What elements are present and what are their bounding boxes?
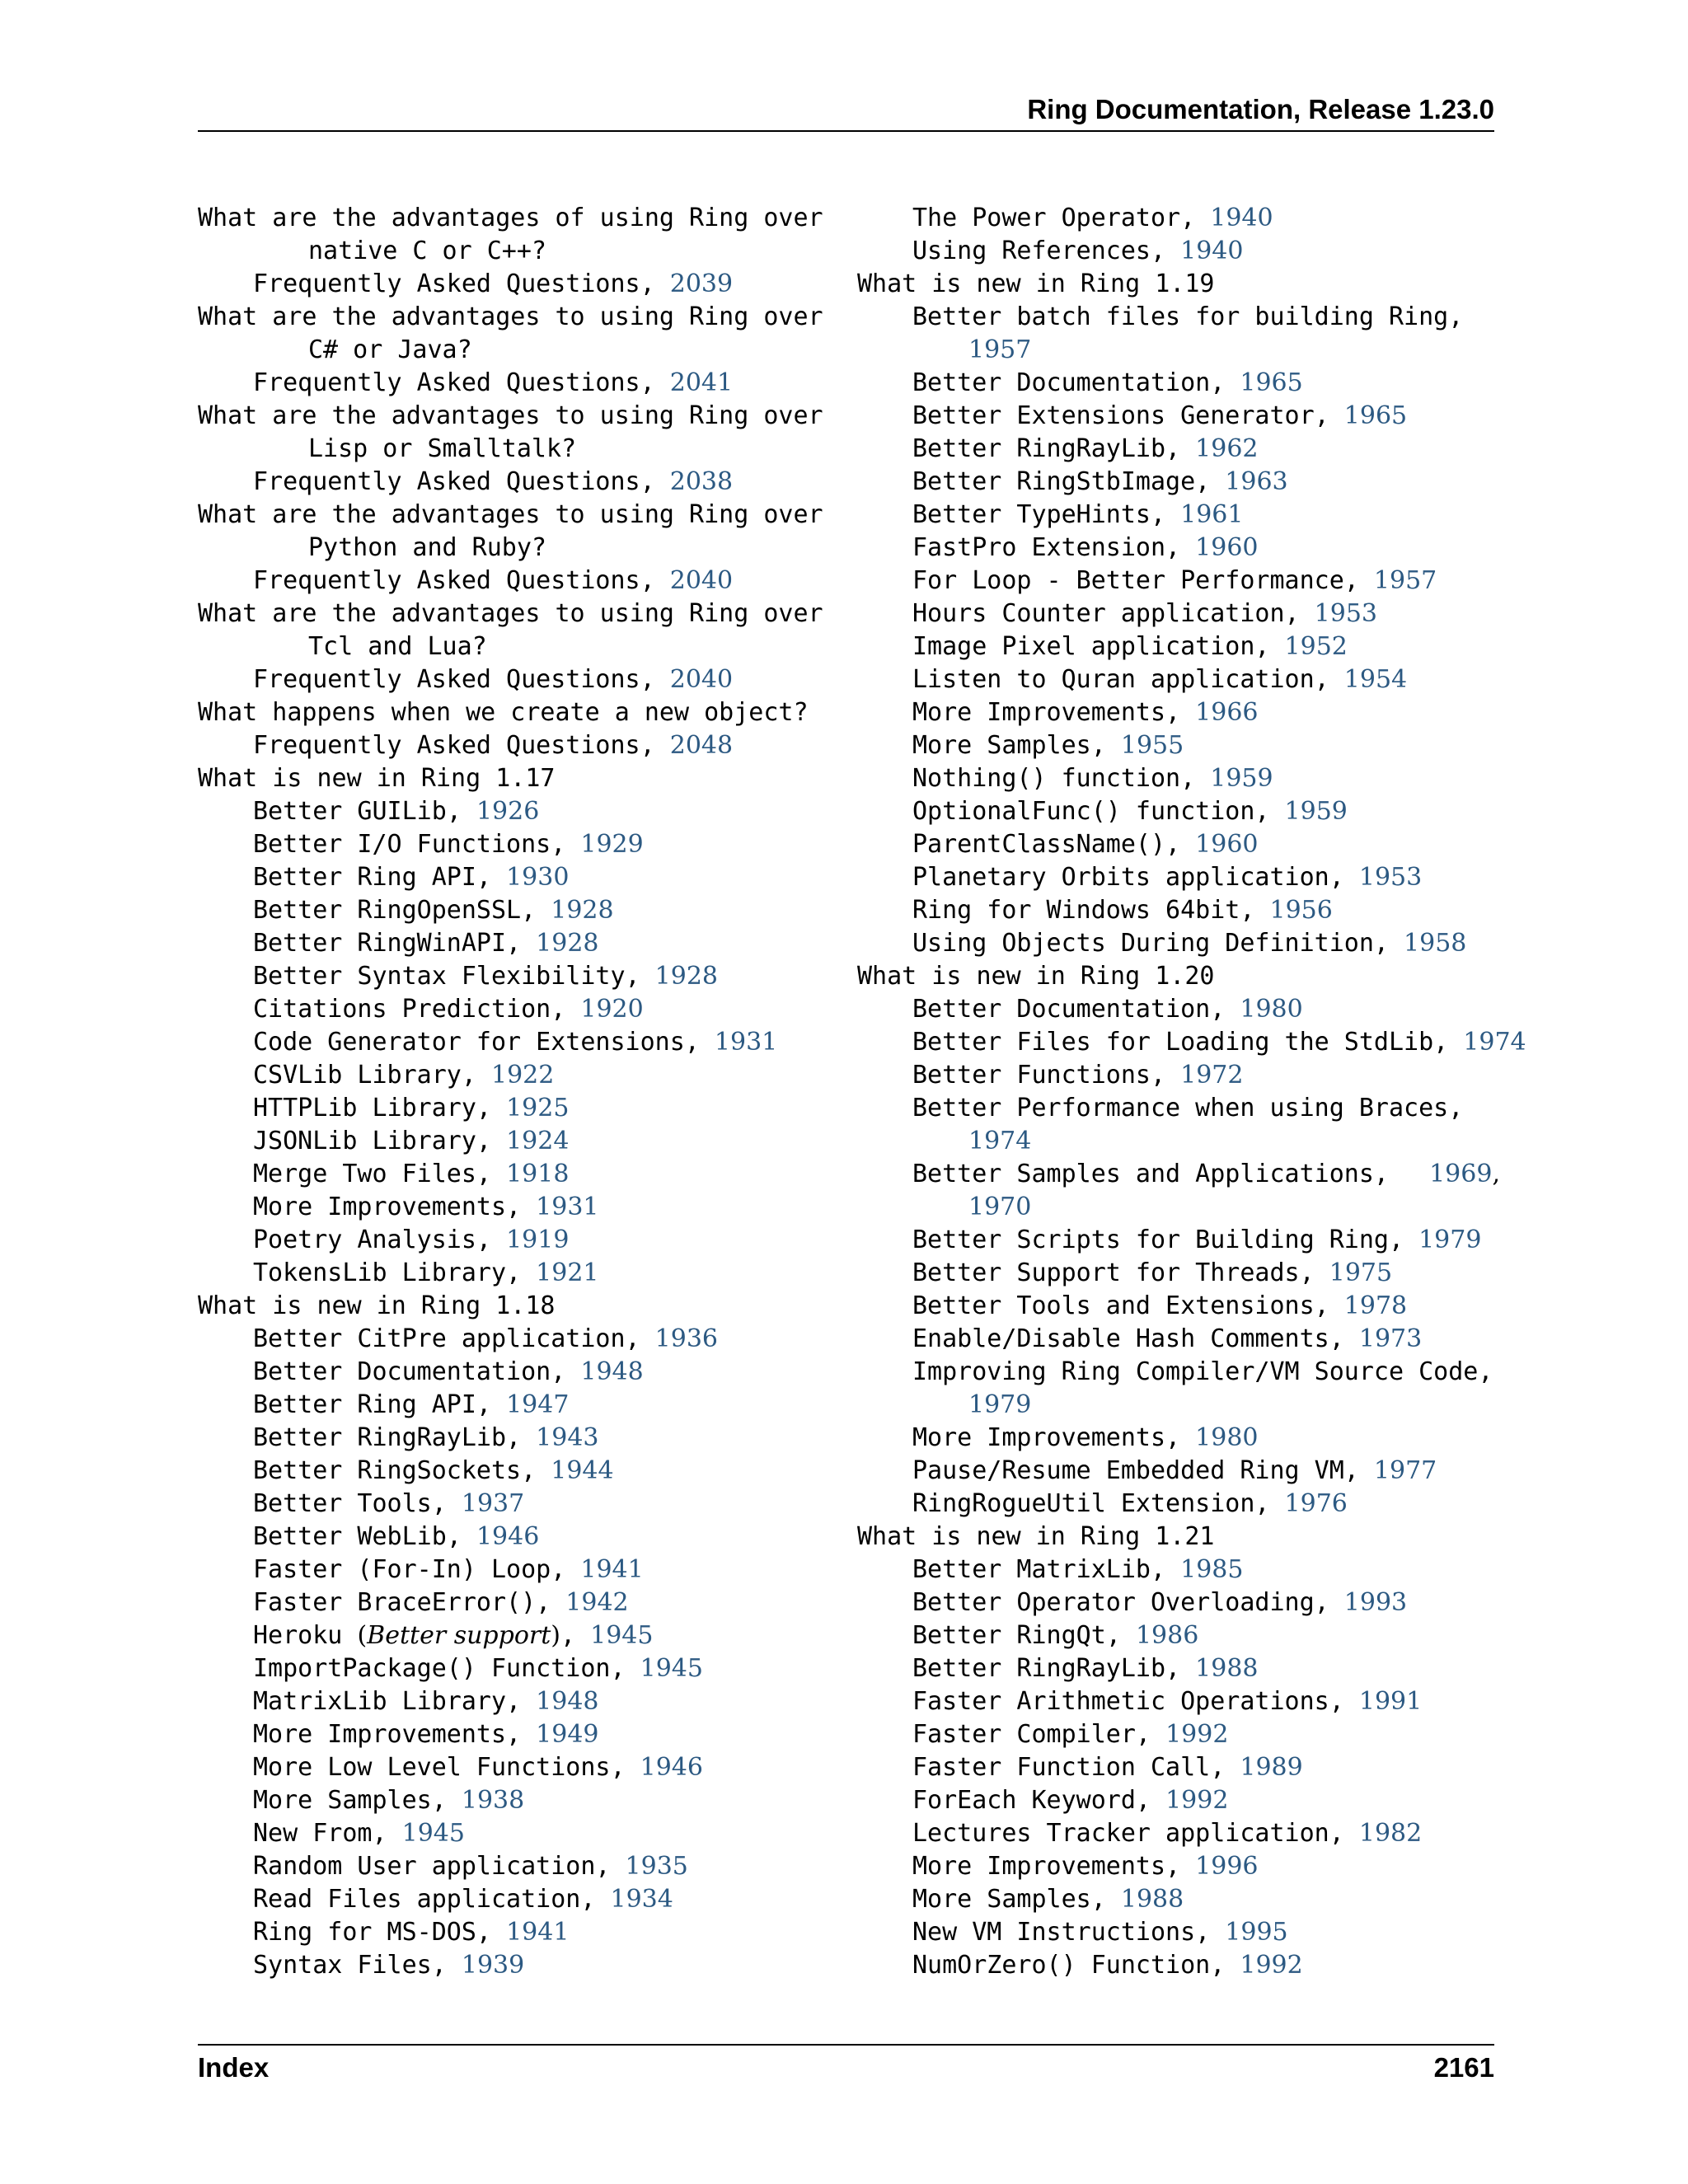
page-link[interactable]: 1928 xyxy=(536,929,599,958)
index-subentry: More Samples, 1938 xyxy=(253,1786,525,1815)
index-subentry: Better RingRayLib, 1943 xyxy=(253,1423,599,1452)
index-subentry-group xyxy=(857,1554,1500,1982)
index-entry: What are the advantages to using Ring over Python and Ruby? xyxy=(198,500,823,562)
index-subentry-group xyxy=(857,1422,1500,1521)
page-link[interactable]: 1942 xyxy=(565,1588,629,1617)
index-subentry: Better Syntax Flexibility, 1928 xyxy=(253,962,719,991)
page-link[interactable]: 1941 xyxy=(506,1918,570,1947)
page-link[interactable]: 1992 xyxy=(1165,1720,1229,1749)
page-link[interactable]: 1953 xyxy=(1314,599,1378,628)
index-subentry-group xyxy=(857,1224,1500,1356)
page-link[interactable]: 1931 xyxy=(714,1028,778,1057)
index-subentry: Poetry Analysis, 1919 xyxy=(253,1226,570,1254)
page-link[interactable]: 1922 xyxy=(491,1061,555,1090)
index-subentry: Ring for MS-DOS, 1941 xyxy=(253,1918,570,1947)
page-link[interactable]: 1947 xyxy=(506,1390,570,1419)
page-link[interactable]: 1974 xyxy=(968,1127,1032,1155)
index-subentry: RingRogueUtil Extension, 1976 xyxy=(912,1489,1348,1518)
index-column-right xyxy=(857,202,1526,1982)
index-subentry: Better Ring API, 1930 xyxy=(253,863,570,892)
page-link[interactable]: 1943 xyxy=(536,1423,599,1452)
index-subentry: Frequently Asked Questions, 2041 xyxy=(253,368,734,397)
page-link[interactable]: 1945 xyxy=(640,1654,703,1683)
index-subentry: More Improvements, 1949 xyxy=(253,1720,599,1749)
index-entry: What happens when we create a new object? xyxy=(198,698,809,727)
page-link[interactable]: 1948 xyxy=(536,1687,599,1716)
index-subentry: ParentClassName(), 1960 xyxy=(912,830,1259,859)
index-subentry: Better Operator Overloading, 1993 xyxy=(912,1588,1408,1617)
index-subentry: More Samples, 1955 xyxy=(912,731,1184,760)
index-subentry: Merge Two Files, 1918 xyxy=(253,1160,570,1188)
page-link[interactable]: 1957 xyxy=(968,335,1032,364)
page-link[interactable]: 2041 xyxy=(669,368,734,397)
index-subentry: Better Functions, 1972 xyxy=(912,1061,1244,1090)
index-entry: What is new in Ring 1.19 xyxy=(857,269,1215,298)
index-subentry: Better MatrixLib, 1985 xyxy=(912,1555,1244,1584)
index-subentry: New From, 1945 xyxy=(253,1819,465,1848)
index-subentry: Better Performance when using Braces, 1974 xyxy=(912,1094,1464,1155)
page-link[interactable]: 1955 xyxy=(1120,731,1184,760)
page-link[interactable]: 1920 xyxy=(580,995,644,1024)
index-subentry: Better RingOpenSSL, 1928 xyxy=(253,896,614,925)
page-link[interactable]: 1926 xyxy=(476,797,540,826)
index-subentry: Better Scripts for Building Ring, 1979 xyxy=(912,1226,1482,1254)
index-subentry: CSVLib Library, 1922 xyxy=(253,1061,555,1090)
page-link[interactable]: 1944 xyxy=(551,1456,614,1485)
page-link[interactable]: 1935 xyxy=(625,1852,688,1881)
page-link[interactable]: 2040 xyxy=(669,665,734,694)
page-link[interactable]: 1965 xyxy=(1343,401,1408,430)
index-entry: What is new in Ring 1.20 xyxy=(857,962,1215,991)
index-subentry-group xyxy=(198,1652,824,1982)
index-subentry: Nothing() function, 1959 xyxy=(912,764,1273,793)
index-entry: What is new in Ring 1.21 xyxy=(857,1522,1215,1551)
index-subentry: Faster Function Call, 1989 xyxy=(912,1753,1303,1782)
index-subentry: FastPro Extension, 1960 xyxy=(912,533,1259,562)
page-link[interactable]: 1972 xyxy=(1180,1061,1244,1090)
page-link[interactable]: 1940 xyxy=(1180,237,1244,265)
index-subentry: Lectures Tracker application, 1982 xyxy=(912,1819,1423,1848)
page-link[interactable]: 1934 xyxy=(610,1885,673,1914)
index-subentry: MatrixLib Library, 1948 xyxy=(253,1687,599,1716)
index-subentry: Read Files application, 1934 xyxy=(253,1885,673,1914)
page-link[interactable]: 1952 xyxy=(1284,632,1348,661)
index-subentry: OptionalFunc() function, 1959 xyxy=(912,797,1348,826)
index-subentry: Better Documentation, 1965 xyxy=(912,368,1303,397)
page-link[interactable]: 1959 xyxy=(1284,797,1348,826)
page-link[interactable]: 1957 xyxy=(1373,566,1437,595)
index-subentry: More Improvements, 1931 xyxy=(253,1193,599,1221)
page-link[interactable]: 1946 xyxy=(476,1522,540,1551)
index-subentry: Better RingRayLib, 1962 xyxy=(912,434,1259,463)
index-subentry: Better TypeHints, 1961 xyxy=(912,500,1244,529)
page-link[interactable]: 1931 xyxy=(536,1193,599,1221)
index-subentry: HTTPLib Library, 1925 xyxy=(253,1094,570,1122)
page-link[interactable]: 1946 xyxy=(640,1753,703,1782)
index-subentry: Better RingWinAPI, 1928 xyxy=(253,929,599,958)
index-subentry: TokensLib Library, 1921 xyxy=(253,1258,599,1287)
index-subentry: Better Documentation, 1980 xyxy=(912,995,1303,1024)
index-column-left xyxy=(198,202,824,1982)
index-subentry-group xyxy=(857,367,1500,960)
index-entry: What is new in Ring 1.18 xyxy=(198,1291,556,1320)
index-subentry: Better WebLib, 1946 xyxy=(253,1522,540,1551)
index-subentry: Better RingSockets, 1944 xyxy=(253,1456,614,1485)
page-link[interactable]: 1965 xyxy=(1240,368,1303,397)
page-link[interactable]: 1978 xyxy=(1343,1291,1408,1320)
index-subentry: ImportPackage() Function, 1945 xyxy=(253,1654,703,1683)
index-subentry: Frequently Asked Questions, 2038 xyxy=(253,467,734,496)
index-subentry-group xyxy=(198,795,824,1290)
index-subentry-group xyxy=(198,1323,824,1619)
index-subentry: Better Support for Threads, 1975 xyxy=(912,1258,1393,1287)
index-subentry: More Samples, 1988 xyxy=(912,1885,1184,1914)
index-subentry: Faster (For-In) Loop, 1941 xyxy=(253,1555,644,1584)
page-link[interactable]: 1956 xyxy=(1269,896,1333,925)
page-link[interactable]: 1945 xyxy=(590,1621,654,1650)
index-subentry: Better Samples and Applications, 1969, 1970 xyxy=(912,1160,1500,1221)
index-subentry: JSONLib Library, 1924 xyxy=(253,1127,570,1155)
page-link[interactable]: 1958 xyxy=(1404,929,1467,958)
page-link[interactable]: 1976 xyxy=(1284,1489,1348,1518)
page-link[interactable]: 2039 xyxy=(669,269,734,298)
index-subentry: Heroku (Better support), 1945 xyxy=(253,1621,654,1650)
index-subentry: Better GUILib, 1926 xyxy=(253,797,540,826)
page-number: 2161 xyxy=(1433,2052,1494,2083)
index-subentry: The Power Operator, 1940 xyxy=(912,204,1273,232)
index-subentry: Faster Compiler, 1992 xyxy=(912,1720,1229,1749)
index-entry: What are the advantages to using Ring over C# or Java? xyxy=(198,302,823,364)
index-subentry: Better RingQt, 1986 xyxy=(912,1621,1199,1650)
index-subentry: Better RingStbImage, 1963 xyxy=(912,467,1288,496)
index-subentry: Frequently Asked Questions, 2048 xyxy=(253,731,734,760)
page-link[interactable]: 1985 xyxy=(1180,1555,1244,1584)
page-link[interactable]: 1963 xyxy=(1225,467,1288,496)
page-link[interactable]: 1954 xyxy=(1343,665,1408,694)
index-subentry: Frequently Asked Questions, 2040 xyxy=(253,566,734,595)
page-link[interactable]: 1960 xyxy=(1195,830,1259,859)
page-link[interactable]: 2038 xyxy=(669,467,734,496)
index-subentry: Frequently Asked Questions, 2039 xyxy=(253,269,734,298)
index-subentry: Better Tools, 1937 xyxy=(253,1489,525,1518)
page-link[interactable]: 1948 xyxy=(580,1357,644,1386)
page-link[interactable]: 1924 xyxy=(506,1127,570,1155)
page-link[interactable]: 1941 xyxy=(580,1555,644,1584)
index-subentry: Better Extensions Generator, 1965 xyxy=(912,401,1408,430)
page-link[interactable]: 1975 xyxy=(1329,1258,1393,1287)
page-link[interactable]: 1982 xyxy=(1358,1819,1423,1848)
page-link[interactable]: 1996 xyxy=(1195,1852,1259,1881)
page-link[interactable]: 1919 xyxy=(506,1226,570,1254)
header-rule xyxy=(198,130,1494,132)
index-subentry: Better Tools and Extensions, 1978 xyxy=(912,1291,1408,1320)
index-subentry: Syntax Files, 1939 xyxy=(253,1951,525,1980)
index-subentry: Better CitPre application, 1936 xyxy=(253,1324,719,1353)
index-subentry: New VM Instructions, 1995 xyxy=(912,1918,1288,1947)
index-subentry: Improving Ring Compiler/VM Source Code, 1979 xyxy=(912,1357,1493,1419)
index-entry: What are the advantages of using Ring over native C or C++? xyxy=(198,204,823,265)
index-entry: What are the advantages to using Ring over Lisp or Smalltalk? xyxy=(198,401,823,463)
index-subentry: Frequently Asked Questions, 2040 xyxy=(253,665,734,694)
page-link[interactable]: 1988 xyxy=(1195,1654,1259,1683)
index-subentry: Better Files for Loading the StdLib, 1974 xyxy=(912,1028,1526,1057)
index-subentry: More Improvements, 1980 xyxy=(912,1423,1259,1452)
index-entry: What are the advantages to using Ring over Tcl and Lua? xyxy=(198,599,823,661)
page-link[interactable]: 1969 xyxy=(1429,1160,1493,1188)
index-subentry: More Improvements, 1966 xyxy=(912,698,1259,727)
page-link[interactable]: 1940 xyxy=(1210,204,1273,232)
page-link[interactable]: 1980 xyxy=(1240,995,1303,1024)
page-link[interactable]: 2040 xyxy=(669,566,734,595)
page-link[interactable]: 1953 xyxy=(1358,863,1423,892)
index-subentry: Ring for Windows 64bit, 1956 xyxy=(912,896,1333,925)
page-link[interactable]: 1959 xyxy=(1210,764,1273,793)
page-header: Ring Documentation, Release 1.23.0 xyxy=(1027,94,1494,124)
index-subentry-group xyxy=(857,993,1526,1092)
index-subentry: For Loop - Better Performance, 1957 xyxy=(912,566,1437,595)
page-link[interactable]: 1986 xyxy=(1135,1621,1199,1650)
page-link[interactable]: 1995 xyxy=(1225,1918,1288,1947)
index-subentry: More Low Level Functions, 1946 xyxy=(253,1753,703,1782)
index-subentry: More Improvements, 1996 xyxy=(912,1852,1259,1881)
index-subentry: Better Documentation, 1948 xyxy=(253,1357,644,1386)
footer-rule xyxy=(198,2044,1494,2046)
page-link[interactable]: 1938 xyxy=(461,1786,525,1815)
page-link[interactable]: 1928 xyxy=(654,962,719,991)
page-link[interactable]: 1966 xyxy=(1195,698,1259,727)
index-subentry: Better batch files for building Ring, 1957 xyxy=(912,302,1464,364)
page-link[interactable]: 1961 xyxy=(1180,500,1244,529)
index-subentry: Listen to Quran application, 1954 xyxy=(912,665,1408,694)
page-link[interactable]: 1977 xyxy=(1373,1456,1437,1485)
page-link[interactable]: 1993 xyxy=(1343,1588,1408,1617)
page-link[interactable]: 2048 xyxy=(669,731,734,760)
index-subentry: Faster BraceError(), 1942 xyxy=(253,1588,629,1617)
index-subentry: Faster Arithmetic Operations, 1991 xyxy=(912,1687,1423,1716)
index-subentry: Code Generator for Extensions, 1931 xyxy=(253,1028,778,1057)
index-subentry: Image Pixel application, 1952 xyxy=(912,632,1348,661)
index-subentry: ForEach Keyword, 1992 xyxy=(912,1786,1229,1815)
index-subentry: Pause/Resume Embedded Ring VM, 1977 xyxy=(912,1456,1437,1485)
index-subentry: Using References, 1940 xyxy=(912,237,1244,265)
index-subentry: Enable/Disable Hash Comments, 1973 xyxy=(912,1324,1423,1353)
page-link[interactable]: 1949 xyxy=(536,1720,599,1749)
footer-section: Index xyxy=(198,2052,270,2083)
page-link[interactable]: 1930 xyxy=(506,863,570,892)
index-subentry: Better Ring API, 1947 xyxy=(253,1390,570,1419)
page-link[interactable]: 1929 xyxy=(580,830,644,859)
page-link[interactable]: 1989 xyxy=(1240,1753,1303,1782)
page-link[interactable]: 1960 xyxy=(1195,533,1259,562)
index-subentry: Using Objects During Definition, 1958 xyxy=(912,929,1467,958)
index-subentry: NumOrZero() Function, 1992 xyxy=(912,1951,1303,1980)
index-entry: What is new in Ring 1.17 xyxy=(198,764,556,793)
page-link[interactable]: 1925 xyxy=(506,1094,570,1122)
index-subentry-group xyxy=(857,202,1500,268)
page-link[interactable]: 1937 xyxy=(461,1489,525,1518)
page-link[interactable]: 1980 xyxy=(1195,1423,1259,1452)
index-subentry: Better I/O Functions, 1929 xyxy=(253,830,644,859)
page-link[interactable]: 1988 xyxy=(1120,1885,1184,1914)
page-link[interactable]: 1992 xyxy=(1165,1786,1229,1815)
page-link[interactable]: 1991 xyxy=(1358,1687,1423,1716)
index-subentry: Citations Prediction, 1920 xyxy=(253,995,644,1024)
index-subentry: Random User application, 1935 xyxy=(253,1852,688,1881)
page-link[interactable]: 1973 xyxy=(1358,1324,1423,1353)
page-link[interactable]: 1936 xyxy=(654,1324,719,1353)
page-link[interactable]: 1992 xyxy=(1240,1951,1303,1980)
page-link[interactable]: 1962 xyxy=(1195,434,1259,463)
page-link[interactable]: 1918 xyxy=(506,1160,570,1188)
page-link[interactable]: 1979 xyxy=(968,1390,1032,1419)
index-subentry: Better RingRayLib, 1988 xyxy=(912,1654,1259,1683)
page-link[interactable]: 1979 xyxy=(1418,1226,1482,1254)
page-link[interactable]: 1939 xyxy=(461,1951,525,1980)
page-link[interactable]: 1974 xyxy=(1463,1028,1526,1057)
page-link[interactable]: 1928 xyxy=(551,896,614,925)
page-link[interactable]: 1970 xyxy=(968,1193,1032,1221)
page-link[interactable]: 1945 xyxy=(401,1819,465,1848)
index-subentry: Planetary Orbits application, 1953 xyxy=(912,863,1423,892)
index-subentry: Hours Counter application, 1953 xyxy=(912,599,1378,628)
page-link[interactable]: 1921 xyxy=(536,1258,599,1287)
